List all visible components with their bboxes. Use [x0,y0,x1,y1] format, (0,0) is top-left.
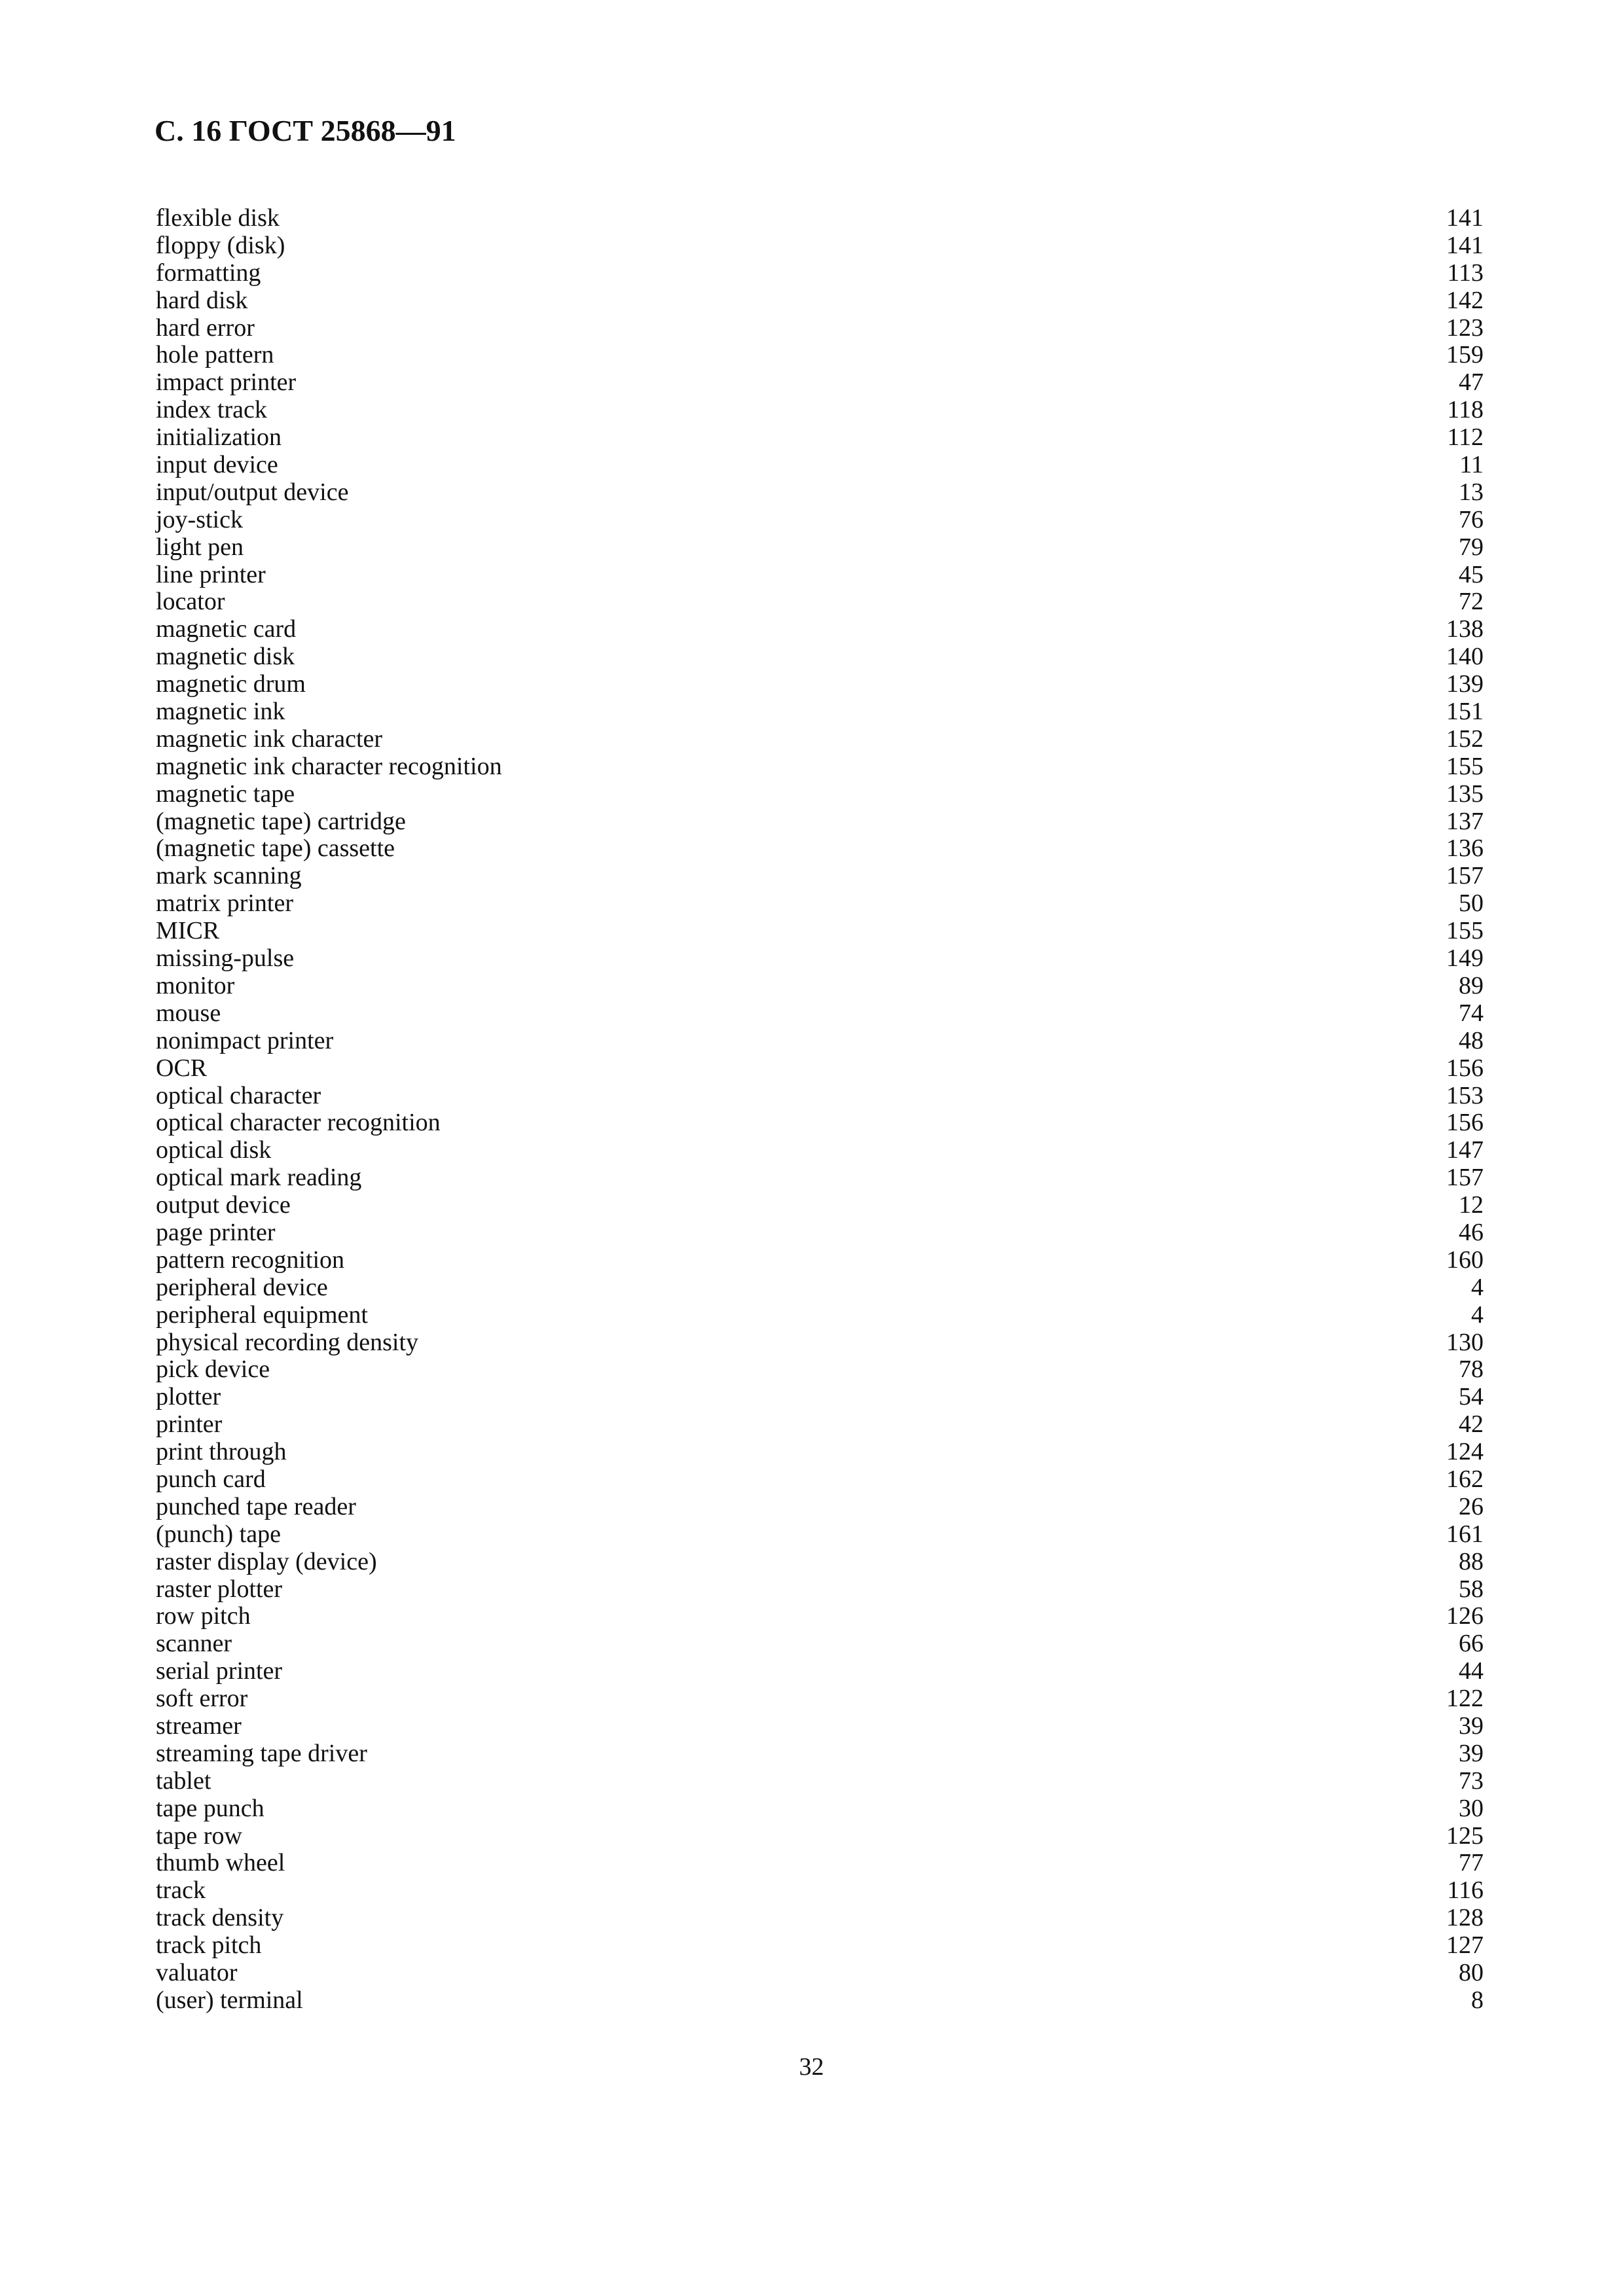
index-term-number: 80 [1459,1959,1484,1986]
index-term-number: 50 [1459,889,1484,918]
index-entry [156,781,1484,808]
index-term: (punch) tape [156,1520,281,1548]
index-term-number: 12 [1459,1191,1484,1219]
index-term: index track [156,396,267,424]
index-term: mark scanning [156,862,302,890]
index-term-number: 79 [1459,533,1484,561]
index-term: peripheral device [156,1273,328,1301]
index-term-number: 136 [1446,834,1484,863]
index-term: magnetic ink character recognition [156,752,502,780]
index-term: hole pattern [156,341,274,369]
index-entry [156,1521,1484,1549]
index-term-number: 149 [1446,944,1484,973]
index-term: scanner [156,1630,232,1658]
page-number: 32 [799,2053,824,2081]
index-entry [156,890,1484,918]
index-term: printer [156,1410,223,1439]
index-term: locator [156,588,225,616]
index-entry [156,1055,1484,1083]
index-term-number: 127 [1446,1931,1484,1960]
index-term: magnetic drum [156,670,306,698]
page-header: С. 16 ГОСТ 25868—91 [155,114,456,147]
index-term-number: 74 [1459,999,1484,1027]
index-term-number: 76 [1459,505,1484,533]
index-entry [156,698,1484,726]
index-term-number: 4 [1471,1300,1484,1329]
index-term: monitor [156,971,235,999]
index-entry [156,1658,1484,1685]
index-term: (user) terminal [156,1986,303,2014]
index-term: punch card [156,1465,266,1493]
index-entry [156,973,1484,1000]
index-entry [156,1219,1484,1247]
index-entry [156,1549,1484,1576]
index-entry [156,534,1484,562]
index-term: impact printer [156,368,297,397]
index-entry [156,397,1484,424]
index-term-number: 126 [1446,1602,1484,1630]
index-entry [156,1850,1484,1877]
index-term-number: 54 [1459,1383,1484,1411]
index-term-number: 4 [1471,1273,1484,1301]
index-term-number: 122 [1446,1685,1484,1713]
index-term-number: 152 [1446,725,1484,753]
index-term-number: 58 [1459,1575,1484,1603]
index-term: mouse [156,999,221,1027]
index-term-number: 147 [1446,1136,1484,1164]
index-term: magnetic disk [156,643,295,671]
index-term: (magnetic tape) cassette [156,834,395,863]
index-term: punched tape reader [156,1492,356,1520]
index-entry [156,616,1484,643]
index-entry [156,863,1484,890]
index-term: magnetic card [156,615,297,643]
index-term-number: 39 [1459,1739,1484,1767]
index-term: OCR [156,1054,208,1082]
index-term-number: 48 [1459,1026,1484,1054]
index-term-number: 128 [1446,1904,1484,1932]
index-term-number: 45 [1459,560,1484,588]
index-entry [156,1960,1484,1987]
index-term: optical mark reading [156,1164,362,1192]
index-term: line printer [156,560,266,588]
term-index-list [156,205,1484,2015]
index-term: raster plotter [156,1575,283,1603]
index-term-number: 142 [1446,286,1484,314]
index-term-number: 8 [1471,1986,1484,2014]
index-term-number: 161 [1446,1520,1484,1548]
index-term-number: 137 [1446,807,1484,835]
index-term: soft error [156,1685,248,1713]
index-term-number: 42 [1459,1410,1484,1439]
index-entry [156,1247,1484,1274]
index-term-number: 118 [1447,396,1484,424]
index-entry [156,287,1484,315]
index-term-number: 44 [1459,1657,1484,1685]
index-term-number: 123 [1446,314,1484,342]
index-entry [156,1768,1484,1795]
index-term: streamer [156,1712,242,1740]
index-term-number: 157 [1446,862,1484,890]
index-entry [156,369,1484,397]
index-term: streaming tape driver [156,1739,367,1767]
index-entry [156,1905,1484,1932]
index-entry [156,342,1484,369]
index-entry [156,1137,1484,1164]
index-term: tablet [156,1767,211,1795]
index-entry [156,1630,1484,1658]
index-term-number: 153 [1446,1081,1484,1109]
index-term-number: 155 [1446,752,1484,780]
index-term: flexible disk [156,204,280,232]
index-entry [156,671,1484,698]
index-term: hard disk [156,286,248,314]
index-term: missing-pulse [156,944,295,973]
index-term: magnetic tape [156,780,295,808]
index-term-number: 157 [1446,1164,1484,1192]
index-term-number: 135 [1446,780,1484,808]
index-entry [156,1164,1484,1192]
index-entry [156,945,1484,973]
index-term-number: 156 [1446,1054,1484,1082]
index-term: valuator [156,1959,238,1986]
index-entry [156,1877,1484,1905]
index-term: optical character [156,1081,321,1109]
index-entry [156,1823,1484,1850]
index-term-number: 124 [1446,1438,1484,1466]
index-term-number: 46 [1459,1218,1484,1246]
index-entry [156,1000,1484,1028]
index-term: pattern recognition [156,1246,345,1274]
index-term: joy-stick [156,505,243,533]
index-entry [156,1685,1484,1713]
index-entry [156,507,1484,534]
index-term: physical recording density [156,1328,419,1356]
index-entry [156,1713,1484,1740]
index-term-number: 113 [1447,259,1484,287]
index-term: input device [156,451,278,479]
index-entry [156,232,1484,260]
index-entry [156,1274,1484,1302]
index-term-number: 30 [1459,1794,1484,1822]
index-term-number: 78 [1459,1355,1484,1384]
index-entry [156,1987,1484,2015]
index-entry [156,260,1484,287]
index-term: matrix printer [156,889,293,918]
index-term-number: 160 [1446,1246,1484,1274]
index-term: light pen [156,533,244,561]
index-term-number: 159 [1446,341,1484,369]
index-entry [156,1028,1484,1055]
index-term: initialization [156,423,282,452]
index-entry [156,424,1484,452]
index-entry [156,1384,1484,1411]
index-term: magnetic ink [156,698,285,726]
index-term: thumb wheel [156,1849,285,1877]
index-term: pick device [156,1355,270,1384]
index-term: plotter [156,1383,221,1411]
index-term: optical character recognition [156,1109,441,1137]
index-term-number: 11 [1459,451,1484,479]
index-entry [156,479,1484,507]
index-term: (magnetic tape) cartridge [156,807,406,835]
index-entry [156,452,1484,479]
index-term: formatting [156,259,261,287]
index-entry [156,1576,1484,1604]
index-term: track [156,1876,206,1905]
index-term-number: 89 [1459,971,1484,999]
index-term-number: 125 [1446,1821,1484,1850]
index-entry [156,726,1484,753]
index-entry [156,315,1484,342]
index-entry [156,588,1484,616]
index-term: tape punch [156,1794,264,1822]
index-term: serial printer [156,1657,283,1685]
index-term-number: 151 [1446,698,1484,726]
index-entry [156,918,1484,945]
index-entry [156,562,1484,589]
index-term-number: 88 [1459,1547,1484,1575]
index-term: print through [156,1438,287,1466]
index-term: row pitch [156,1602,251,1630]
index-term-number: 13 [1459,478,1484,506]
index-term: nonimpact printer [156,1026,334,1054]
index-entry [156,1356,1484,1384]
index-entry [156,205,1484,232]
index-term-number: 26 [1459,1492,1484,1520]
index-term: track density [156,1904,284,1932]
index-term-number: 130 [1446,1328,1484,1356]
index-entry [156,1083,1484,1110]
index-term-number: 140 [1446,643,1484,671]
index-term: output device [156,1191,291,1219]
index-term: raster display (device) [156,1547,377,1575]
index-entry [156,1192,1484,1219]
index-term: input/output device [156,478,349,506]
index-term-number: 141 [1446,231,1484,259]
index-term: hard error [156,314,255,342]
index-term-number: 112 [1447,423,1484,452]
index-entry [156,1466,1484,1494]
index-term: MICR [156,917,220,945]
index-term-number: 47 [1459,368,1484,397]
index-term-number: 73 [1459,1767,1484,1795]
index-entry [156,1411,1484,1439]
index-term: track pitch [156,1931,262,1960]
index-entry [156,1932,1484,1960]
index-entry [156,1795,1484,1823]
index-term: page printer [156,1218,276,1246]
index-entry [156,835,1484,863]
index-term-number: 139 [1446,670,1484,698]
index-entry [156,1603,1484,1630]
index-entry [156,643,1484,671]
index-entry [156,1439,1484,1466]
index-term-number: 39 [1459,1712,1484,1740]
index-term-number: 72 [1459,588,1484,616]
index-entry [156,808,1484,836]
index-term-number: 66 [1459,1630,1484,1658]
index-term-number: 77 [1459,1849,1484,1877]
index-entry [156,753,1484,781]
index-term-number: 155 [1446,917,1484,945]
index-entry [156,1302,1484,1329]
index-entry [156,1329,1484,1357]
index-term: magnetic ink character [156,725,383,753]
index-entry [156,1494,1484,1521]
index-term-number: 141 [1446,204,1484,232]
index-term: tape row [156,1821,242,1850]
index-term: peripheral equipment [156,1300,368,1329]
index-term-number: 138 [1446,615,1484,643]
index-term-number: 116 [1447,1876,1484,1905]
index-term-number: 162 [1446,1465,1484,1493]
index-term: floppy (disk) [156,231,285,259]
index-entry [156,1109,1484,1137]
index-entry [156,1740,1484,1768]
index-term: optical disk [156,1136,272,1164]
index-term-number: 156 [1446,1109,1484,1137]
